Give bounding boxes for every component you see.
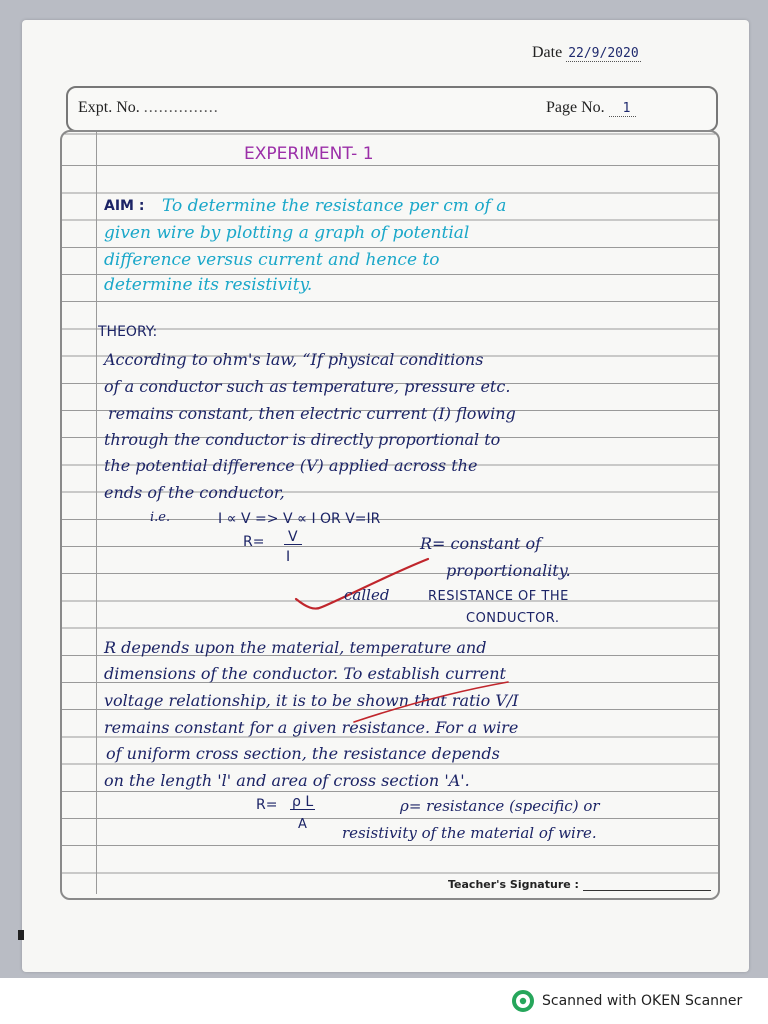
- theory-line-4: through the conductor is directly proportional to: [104, 430, 501, 449]
- para2-line-2: dimensions of the conductor. To establish current: [104, 664, 506, 683]
- ohm-relation: I ∝ V => V ∝ I OR V=IR: [218, 511, 381, 527]
- para2-line-4: remains constant for a given resistance. For a wire: [104, 718, 519, 737]
- expt-value-blank: ...............: [143, 99, 219, 116]
- rho-equation-denominator: A: [298, 817, 307, 832]
- r-constant-line-1: R= constant of: [420, 534, 541, 553]
- para2-line-6: on the length 'l' and area of cross section 'A'.: [104, 771, 470, 790]
- para2-line-5: of uniform cross section, the resistance depends: [106, 744, 500, 763]
- expt-no: [78, 99, 219, 117]
- page-no: [546, 99, 636, 117]
- theory-line-3: remains constant, then electric current (I) flowing: [108, 404, 516, 423]
- para2-line-3: voltage relationship, it is to be shown that ratio V/I: [104, 691, 519, 710]
- strike-mark-icon: [352, 676, 512, 726]
- rho-equation-lhs: R=: [256, 797, 278, 813]
- resistance-caps-2: CONDUCTOR.: [466, 611, 560, 626]
- teacher-signature: [448, 878, 711, 891]
- ie-label: i.e.: [150, 510, 171, 525]
- signature-label: Teacher's Signature :: [448, 878, 579, 891]
- date-row: [532, 44, 641, 62]
- aim-line-3: difference versus current and hence to: [104, 250, 440, 270]
- called-word: called: [344, 586, 390, 604]
- r-equation-denominator: I: [286, 549, 291, 565]
- date-label: Date: [532, 44, 563, 61]
- resistance-caps-1: RESISTANCE OF THE: [428, 589, 569, 604]
- page-label: Page No.: [546, 99, 605, 116]
- date-value: 22/9/2020: [568, 46, 639, 61]
- aim-line-4: determine its resistivity.: [104, 275, 313, 295]
- page-header-box: [66, 86, 718, 132]
- scanner-watermark: [512, 988, 742, 1014]
- expt-label: Expt. No.: [78, 99, 140, 116]
- aim-line-2: given wire by plotting a graph of potential: [104, 223, 470, 243]
- theory-line-2: of a conductor such as temperature, pressure etc.: [104, 377, 511, 396]
- margin-line: [96, 132, 97, 894]
- r-constant-line-2: proportionality.: [446, 561, 571, 580]
- theory-line-5: the potential difference (V) applied across the: [104, 456, 478, 475]
- scanner-text: Scanned with OKEN Scanner: [542, 993, 743, 1009]
- rho-equation-numerator: ρ L: [292, 794, 314, 810]
- rho-definition-2: resistivity of the material of wire.: [342, 824, 597, 842]
- binding-edge: [18, 930, 24, 940]
- theory-line-6: ends of the conductor,: [104, 483, 285, 502]
- signature-line: [583, 890, 711, 891]
- r-equation-numerator: V: [284, 530, 302, 545]
- experiment-title: EXPERIMENT- 1: [244, 144, 374, 164]
- para2-line-1: R depends upon the material, temperature and: [104, 638, 487, 657]
- theory-label: THEORY:: [98, 324, 158, 340]
- page-value: 1: [609, 101, 637, 117]
- aim-line-1: To determine the resistance per cm of a: [162, 196, 507, 216]
- r-equation-lhs: R=: [243, 534, 265, 550]
- theory-line-1: According to ohm's law, “If physical conditions: [104, 350, 484, 369]
- rho-definition-1: ρ= resistance (specific) or: [400, 797, 600, 815]
- oken-scanner-logo-icon: [512, 990, 534, 1012]
- aim-label: AIM :: [104, 198, 145, 214]
